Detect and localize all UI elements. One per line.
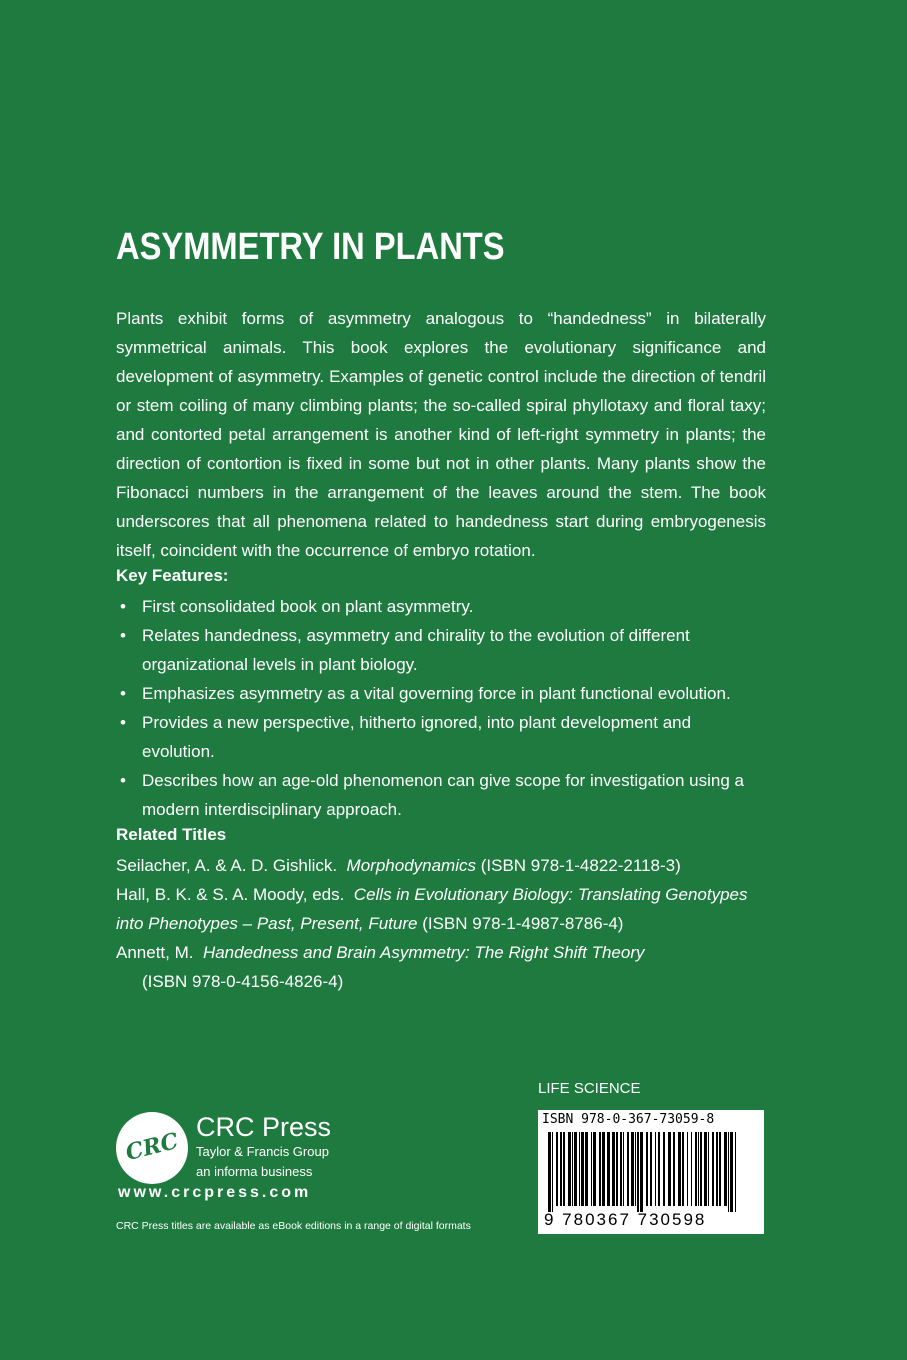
barcode-bar [724,1132,727,1206]
barcode-bar [591,1132,592,1206]
barcode-bar [704,1132,707,1206]
crc-logo [116,1112,188,1184]
barcode-bar [607,1132,610,1206]
bullet-icon: • [120,626,126,645]
barcode-bar [593,1132,596,1206]
related-title-entry: Hall, B. K. & S. A. Moody, eds. Cells in Evolutionary Biology: Translating Genotypes into Phenotypes – Past, Present, Future (ISBN 978-1-4987-8786-4) [116,885,748,933]
barcode-bar [563,1132,565,1206]
barcode-bar [650,1132,652,1206]
barcode-bar [682,1132,684,1206]
barcode-bar [631,1132,634,1206]
barcode-bar [691,1132,692,1206]
book-title: ASYMMETRY IN PLANTS [116,226,505,268]
bullet-icon: • [120,713,126,732]
related-title-entry: Annett, M. Handedness and Brain Asymmetry: The Right Shift Theory (ISBN 978-0-4156-4826-4) [116,943,645,991]
barcode-bar [579,1132,580,1206]
related-titles-heading: Related Titles [116,825,227,844]
barcode-bar [678,1132,681,1206]
barcode-bar [602,1132,605,1206]
crc-logo-text: CRC [122,1127,182,1167]
barcode-bar [560,1132,562,1206]
barcode-bar [663,1132,665,1206]
barcode-bar [637,1132,639,1212]
barcode-bar [640,1132,643,1212]
publisher-name: CRC Press [196,1112,332,1142]
ebook-note: CRC Press titles are available as eBook editions in a range of digital formats [116,1220,471,1232]
publisher-informa: an informa business [196,1164,313,1179]
barcode-bar [552,1132,553,1212]
publisher-group: Taylor & Francis Group [196,1144,329,1159]
bullet-icon: • [120,597,126,616]
related-titles-list [116,851,756,996]
bullet-icon: • [120,771,126,790]
barcode-bar [612,1132,615,1206]
list-item: • Relates handedness, asymmetry and chirality to the evolution of different organizational levels in plant biology. [116,621,756,679]
barcode-bar [585,1132,588,1206]
barcode-bar [627,1132,629,1206]
key-features-heading: Key Features: [116,566,229,585]
barcode-bar [698,1132,699,1206]
bullet-icon: • [120,684,126,703]
barcode-bar [646,1132,648,1206]
publisher-website: www.crcpress.com [118,1184,312,1201]
list-item: • Provides a new perspective, hitherto ignored, into plant development and evolution. [116,708,756,766]
barcode-bar [616,1132,618,1206]
list-item: • First consolidated book on plant asymmetry. [116,592,756,621]
barcode-bars [546,1132,756,1212]
barcode-bar [668,1132,671,1206]
barcode-bar [658,1132,660,1206]
barcode-bar [716,1132,718,1206]
barcode-bar [700,1132,702,1206]
barcode-bar [556,1132,558,1206]
barcode-bar [620,1132,622,1206]
barcode-bar [548,1132,551,1212]
barcode-bar [695,1132,697,1206]
book-description: Plants exhibit forms of asymmetry analogous to “handedness” in bilaterally symmetrical animals. This book explores the evolutionary significance and development of asymmetry. Examples of genetic control include the direction of tendril or stem coiling of many climbing plants; the so-called spiral phyllotaxy and floral taxy; and contorted petal arrangement is another kind of left-right symmetry in plants; the direction of contortion is fixed in some but not in other plants. Many plants show the Fibonacci numbers in the arrangement of the leaves around the stem. The book underscores that all phenomena related to handedness start during embryogenesis itself, coincident with the occurrence of embryo rotation. [116,309,766,560]
barcode-bar [599,1132,601,1206]
barcode-bar [635,1132,636,1206]
barcode-bar [568,1132,571,1206]
barcode-digits: 9 780367 730598 [544,1210,707,1229]
barcode-bar [735,1132,736,1212]
barcode-isbn-label: ISBN 978-0-367-73059-8 [542,1112,715,1127]
barcode-bar [687,1132,688,1206]
barcode-bar [574,1132,577,1206]
key-features-list [116,592,756,824]
subject-category: LIFE SCIENCE [538,1080,641,1097]
barcode-bar [708,1132,709,1206]
barcode-bar [623,1132,624,1206]
barcode-bar [673,1132,675,1206]
barcode [538,1110,764,1234]
barcode-bar [572,1132,573,1206]
barcode-bar [712,1132,714,1206]
barcode-bar [581,1132,584,1206]
barcode-bar [728,1132,729,1212]
barcode-bar [719,1132,721,1206]
related-title-entry: Seilacher, A. & A. D. Gishlick. Morphodynamics (ISBN 978-1-4822-2118-3) [116,856,681,875]
barcode-bar [730,1132,733,1212]
list-item: • Emphasizes asymmetry as a vital governing force in plant functional evolution. [116,679,756,708]
list-item: • Describes how an age-old phenomenon can give scope for investigation using a modern interdisciplinary approach. [116,766,756,824]
barcode-bar [655,1132,656,1206]
